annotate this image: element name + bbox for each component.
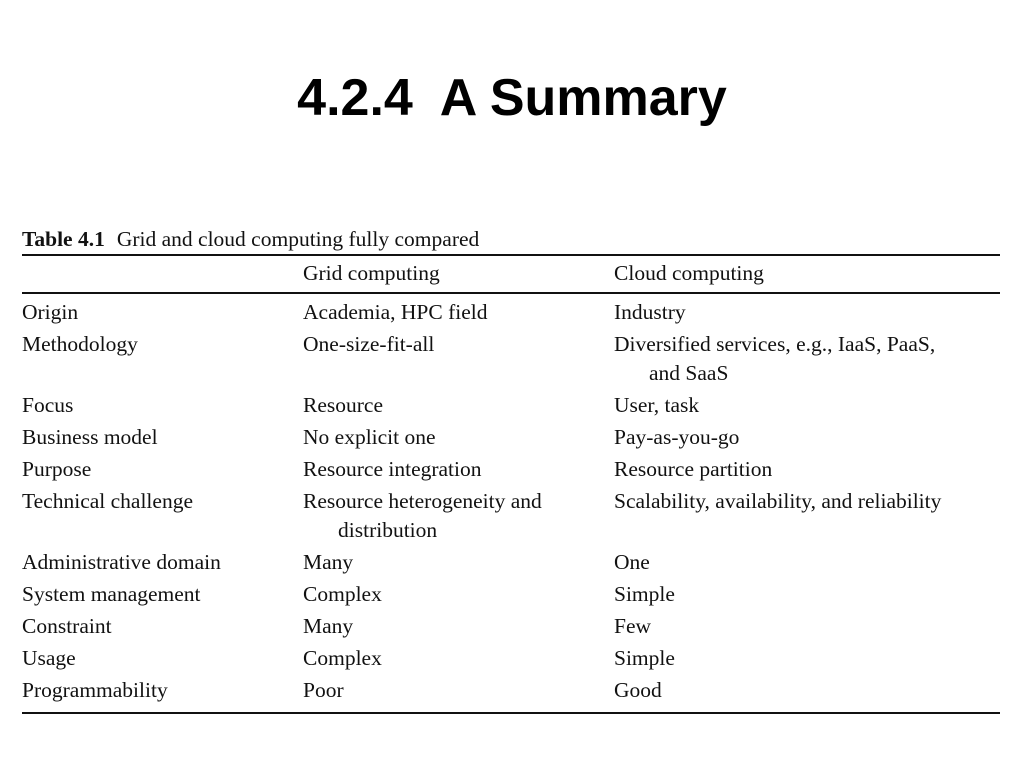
cell-line: One xyxy=(614,550,650,574)
cell-cloud-computing xyxy=(614,391,1000,420)
table-row xyxy=(22,644,1000,673)
cell-line: Industry xyxy=(614,300,686,324)
cell-cloud-computing xyxy=(614,612,1000,641)
cell-grid-computing xyxy=(303,644,614,673)
cell-grid-computing xyxy=(303,676,614,705)
cell-cloud-computing xyxy=(614,676,1000,705)
cell-cloud-computing xyxy=(614,580,1000,609)
cell-grid-computing xyxy=(303,330,614,388)
cell-line: Complex xyxy=(303,646,382,670)
header-attribute xyxy=(22,256,303,292)
table-caption-text: Grid and cloud computing fully compared xyxy=(116,227,480,251)
cell-cloud-computing xyxy=(614,548,1000,577)
cell-line: Resource heterogeneity and xyxy=(303,489,542,513)
table-row xyxy=(22,455,1000,484)
cell-line: distribution xyxy=(338,518,438,542)
header-grid-computing: Grid computing xyxy=(303,261,440,285)
table-row xyxy=(22,612,1000,641)
cell-grid-computing xyxy=(303,391,614,420)
table-row xyxy=(22,487,1000,545)
cell-line: Pay-as-you-go xyxy=(614,425,740,449)
cell-attribute: Purpose xyxy=(22,457,92,481)
cell-line: Academia, HPC field xyxy=(303,300,488,324)
cell-line: One-size-fit-all xyxy=(303,332,435,356)
header-cloud-computing: Cloud computing xyxy=(614,261,764,285)
cell-attribute: Usage xyxy=(22,646,76,670)
table-header-row xyxy=(22,256,1000,292)
cell-grid-computing xyxy=(303,580,614,609)
cell-line: Few xyxy=(614,614,652,638)
table-bottom-rule xyxy=(22,712,1000,714)
cell-grid-computing xyxy=(303,423,614,452)
cell-attribute: Business model xyxy=(22,425,158,449)
cell-cloud-computing xyxy=(614,330,1000,388)
cell-attribute: System management xyxy=(22,582,201,606)
cell-line: Resource integration xyxy=(303,457,482,481)
cell-cloud-computing xyxy=(614,487,1000,545)
table-caption xyxy=(22,224,1000,254)
cell-line: Many xyxy=(303,614,354,638)
cell-line: and SaaS xyxy=(649,361,729,385)
comparison-table xyxy=(22,224,1000,714)
cell-attribute: Administrative domain xyxy=(22,550,221,574)
cell-line: No explicit one xyxy=(303,425,436,449)
table-row xyxy=(22,423,1000,452)
cell-grid-computing xyxy=(303,548,614,577)
cell-line: Resource xyxy=(303,393,383,417)
cell-cloud-computing xyxy=(614,455,1000,484)
table-caption-label: Table 4.1 xyxy=(22,227,105,251)
table-row xyxy=(22,391,1000,420)
cell-line: Poor xyxy=(303,678,344,702)
slide-title: 4.2.4 A Summary xyxy=(297,69,727,127)
cell-line: Many xyxy=(303,550,354,574)
cell-line: Resource partition xyxy=(614,457,773,481)
cell-grid-computing xyxy=(303,612,614,641)
cell-line: Simple xyxy=(614,646,675,670)
table-row xyxy=(22,548,1000,577)
cell-grid-computing xyxy=(303,298,614,327)
table-row xyxy=(22,298,1000,327)
cell-attribute: Programmability xyxy=(22,678,168,702)
cell-cloud-computing xyxy=(614,298,1000,327)
table-row xyxy=(22,330,1000,388)
cell-attribute: Technical challenge xyxy=(22,489,193,513)
cell-line: Complex xyxy=(303,582,382,606)
cell-line: Good xyxy=(614,678,662,702)
cell-grid-computing xyxy=(303,455,614,484)
table-body xyxy=(22,294,1000,710)
cell-cloud-computing xyxy=(614,644,1000,673)
cell-line: Scalability, availability, and reliability xyxy=(614,489,942,513)
cell-attribute: Methodology xyxy=(22,332,138,356)
cell-line: User, task xyxy=(614,393,700,417)
cell-grid-computing xyxy=(303,487,614,545)
cell-attribute: Focus xyxy=(22,393,74,417)
cell-attribute: Origin xyxy=(22,300,79,324)
table-row xyxy=(22,580,1000,609)
cell-line: Simple xyxy=(614,582,675,606)
cell-attribute: Constraint xyxy=(22,614,112,638)
cell-cloud-computing xyxy=(614,423,1000,452)
cell-line: Diversified services, e.g., IaaS, PaaS, xyxy=(614,332,936,356)
table-row xyxy=(22,676,1000,705)
